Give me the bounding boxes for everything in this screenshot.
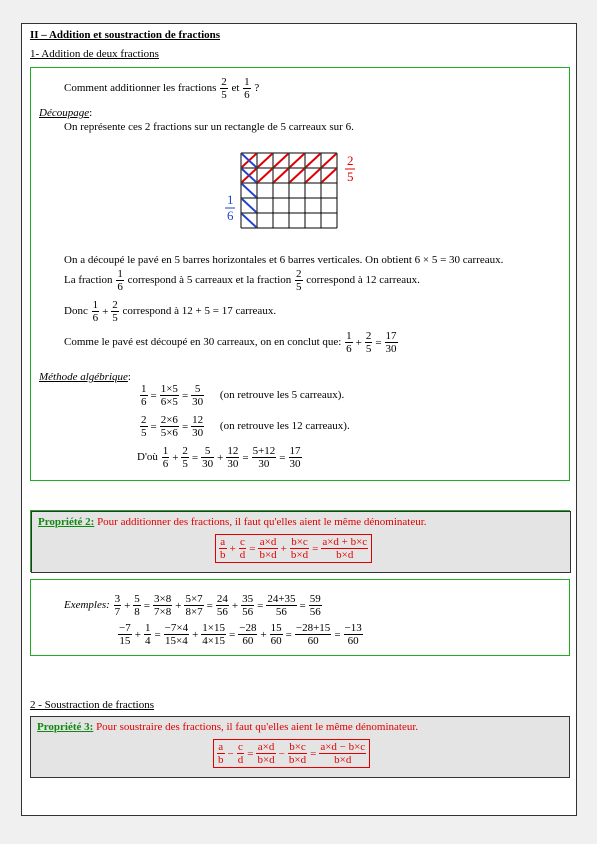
formula-addition: $\frac{a}{b}$ + $\frac{c}{d}$ = $\frac{a\times d}{b\times d}$ + $\frac{b\times c}{b\times d}$ = $\frac{a\times d + b\times c}{b\times d}$ — [215, 534, 372, 563]
propriete-2-line — [38, 515, 427, 529]
propriete-3-label: Propriété 3: — [37, 721, 94, 733]
exemple-row-2: $\frac{-7}{15}$ + $\frac{1}{4}$ = $\frac{-7\times 4}{15\times 4}$ + $\frac{1\times 15}{4\times 15}$ = $\frac{-28}{60}$ + $\frac{15}{60}$ = $\frac{-28+15}{60}$ = $\frac{-13}{60}$ — [119, 622, 362, 647]
grid-label-blue-num: 1 — [227, 192, 234, 207]
intro-question-mark: ? — [254, 82, 260, 95]
propriete-2-outer — [30, 510, 570, 572]
grid-label-red-den: 5 — [347, 169, 354, 184]
alg-row-3: D'où $\frac{1}{6}$ + $\frac{2}{5}$ = $\frac{5}{30}$ + $\frac{12}{30}$ = $\frac{5+12}{30}$ = $\frac{17}{30}$ — [137, 445, 301, 470]
section-title: II – Addition et soustraction de fractions — [30, 29, 221, 41]
grid-label-blue-den: 6 — [227, 208, 234, 223]
exemples-box — [30, 579, 570, 656]
propriete-2-text: Pour additionner des fractions, il faut qu'elles aient le même dénominateur. — [97, 516, 427, 528]
propriete-2-label: Propriété 2: — [38, 516, 95, 528]
methode-label: Méthode algébrique: — [39, 371, 131, 383]
decoupage-label: Découpage: — [39, 107, 93, 119]
propriete-3-text: Pour soustraire des fractions, il faut qu'elles aient le même dénominateur. — [96, 721, 419, 733]
exemples-label: Exemples: — [64, 599, 110, 612]
intro-line — [64, 76, 259, 101]
propriete-3-box — [30, 716, 570, 778]
exemple-row-1: Exemples: $\frac{3}{7}$ + $\frac{5}{8}$ = $\frac{3\times 8}{7\times 8}$ + $\frac{5\times 7}{8\times 7}$ = $\frac{24}{56}$ + $\frac{35}{56}$ = $\frac{24+35}{56}$ = $\frac{59}{56}$ — [64, 593, 321, 618]
propriete-3-line — [37, 720, 418, 734]
formula-soustraction: $\frac{a}{b}$ − $\frac{c}{d}$ = $\frac{a\times d}{b\times d}$ − $\frac{b\times c}{b\times d}$ = $\frac{a\times d - b\times c}{b\times d}$ — [213, 739, 370, 768]
subsection-title-addition: 1- Addition de deux fractions — [30, 48, 159, 60]
fraction-grid-figure — [221, 148, 371, 258]
addition-box — [30, 67, 570, 481]
decoupage-text: On représente ces 2 fractions sur un rectangle de 5 carreaux sur 6. — [64, 121, 354, 133]
alg-row-1: $\frac{1}{6}$ = $\frac{1\times 5}{6\times 5}$ = $\frac{5}{30}$ (on retrouve les 5 carreaux). — [141, 383, 345, 408]
text-line-3: Donc $\frac{1}{6}$ + $\frac{2}{5}$ correspond à 12 + 5 = 17 carreaux. — [64, 299, 277, 324]
alg-row-2: $\frac{2}{5}$ = $\frac{2\times 6}{5\times 6}$ = $\frac{12}{30}$ (on retrouve les 12 carreaux). — [141, 414, 350, 439]
grid-label-red-num: 2 — [347, 153, 354, 168]
subsection-title-soustraction: 2 - Soustraction de fractions — [30, 699, 155, 711]
text-line-2: La fraction $\frac{1}{6}$ correspond à 5 carreaux et la fraction $\frac{2}{5}$ correspond à 12 carreaux. — [64, 268, 420, 293]
grid-lines — [241, 153, 337, 228]
page — [21, 23, 577, 816]
text-line-1: On a découpé le pavé en 5 barres horizontales et 6 barres verticales. On obtient 6 × 5 = 30 carreaux. — [64, 254, 504, 266]
fraction-1-6: $\frac{1}{6}$ — [244, 76, 250, 101]
text-line-4: Comme le pavé est découpé en 30 carreaux, on en conclut que: $\frac{1}{6}$ + $\frac{2}{5}$ = $\frac{17}{30}$ — [64, 330, 397, 355]
propriete-2-box — [31, 511, 571, 573]
intro-et: et — [231, 82, 240, 95]
intro-text: Comment additionner les fractions — [64, 82, 217, 95]
fraction-2-5: $\frac{2}{5}$ — [221, 76, 227, 101]
